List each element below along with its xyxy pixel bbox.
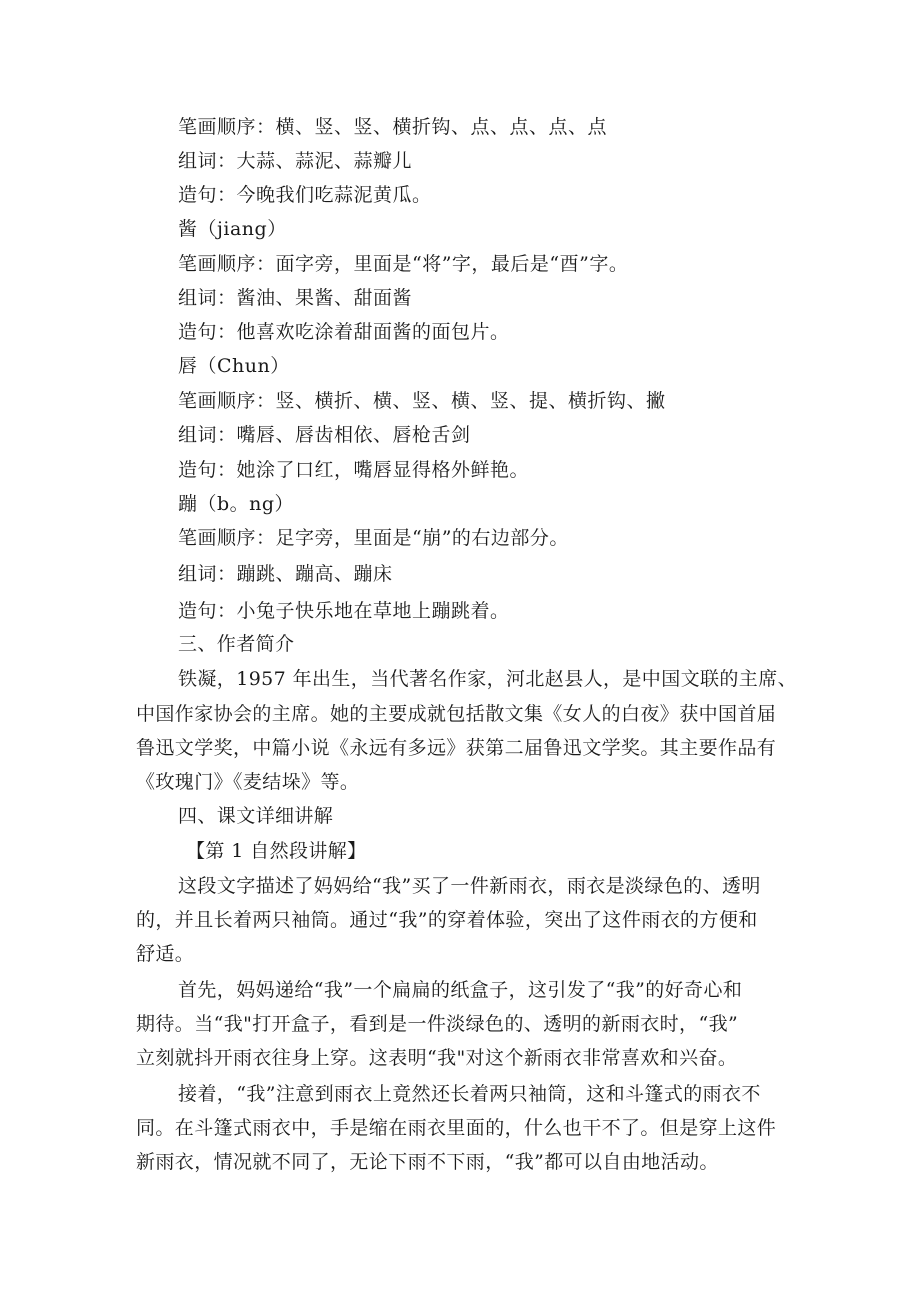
subheading-paragraph-1: 【第 1 自然段讲解】 <box>186 840 367 862</box>
char-header-chun: 唇（Chun） <box>178 355 290 377</box>
explanation-line: 舒适。 <box>136 943 195 965</box>
char-header-beng: 蹦（b。ng） <box>178 493 295 515</box>
author-line-1: 铁凝，1957 年出生，当代著名作家，河北赵县人，是中国文联的主席、 <box>178 668 797 690</box>
explanation-line: 首先，妈妈递给“我”一个扁扁的纸盒子，这引发了“我”的好奇心和 <box>178 979 743 1001</box>
sentence-beng: 造句：小兔子快乐地在草地上蹦跳着。 <box>178 600 510 622</box>
explanation-line: 同。在斗篷式雨衣中，手是缩在雨衣里面的，什么也干不了。但是穿上这件 <box>136 1117 777 1139</box>
words-suan: 组词：大蒜、蒜泥、蒜瓣儿 <box>178 150 413 172</box>
explanation-line: 新雨衣，情况就不同了，无论下雨不下雨，“我”都可以自由地活动。 <box>136 1151 719 1173</box>
author-line-4: 《玫瑰门》《麦结垛》等。 <box>136 771 360 793</box>
char-header-jiang: 酱（jiang） <box>178 218 287 240</box>
author-line-2: 中国作家协会的主席。她的主要成就包括散文集《女人的白夜》获中国首届 <box>136 703 777 725</box>
sentence-suan: 造句：今晚我们吃蒜泥黄瓜。 <box>178 184 432 206</box>
sentence-jiang: 造句：他喜欢吃涂着甜面酱的面包片。 <box>178 321 510 343</box>
stroke-order-jiang: 笔画顺序：面字旁，里面是“将”字，最后是“酉”字。 <box>178 253 629 275</box>
explanation-line: 的，并且长着两只袖筒。通过“我”的穿着体验，突出了这件雨衣的方便和 <box>136 909 758 931</box>
explanation-line: 立刻就抖开雨衣往身上穿。这表明“我"对这个新雨衣非常喜欢和兴奋。 <box>136 1047 738 1069</box>
explanation-line: 期待。当“我"打开盒子，看到是一件淡绿色的、透明的新雨衣时，“我” <box>136 1013 739 1035</box>
words-beng: 组词：蹦跳、蹦高、蹦床 <box>178 563 393 585</box>
sentence-chun: 造句：她涂了口红，嘴唇显得格外鲜艳。 <box>178 459 530 481</box>
stroke-order-suan: 笔画顺序：横、竖、竖、横折钩、点、点、点、点 <box>178 116 608 138</box>
words-chun: 组词：嘴唇、唇齿相依、唇枪舌剑 <box>178 424 471 446</box>
words-jiang: 组词：酱油、果酱、甜面酱 <box>178 287 413 309</box>
author-line-3: 鲁迅文学奖，中篇小说《永远有多远》获第二届鲁迅文学奖。其主要作品有 <box>136 737 777 759</box>
explanation-line: 接着，“我”注意到雨衣上竟然还长着两只袖筒，这和斗篷式的雨衣不 <box>178 1083 761 1105</box>
section-heading-author: 三、作者简介 <box>178 633 295 655</box>
section-heading-lesson: 四、课文详细讲解 <box>178 805 334 827</box>
explanation-line: 这段文字描述了妈妈给“我”买了一件新雨衣，雨衣是淡绿色的、透明 <box>178 875 761 897</box>
stroke-order-chun: 笔画顺序：竖、横折、横、竖、横、竖、提、横折钩、撇 <box>178 390 666 412</box>
stroke-order-beng: 笔画顺序：足字旁，里面是“崩”的右边部分。 <box>178 527 569 549</box>
